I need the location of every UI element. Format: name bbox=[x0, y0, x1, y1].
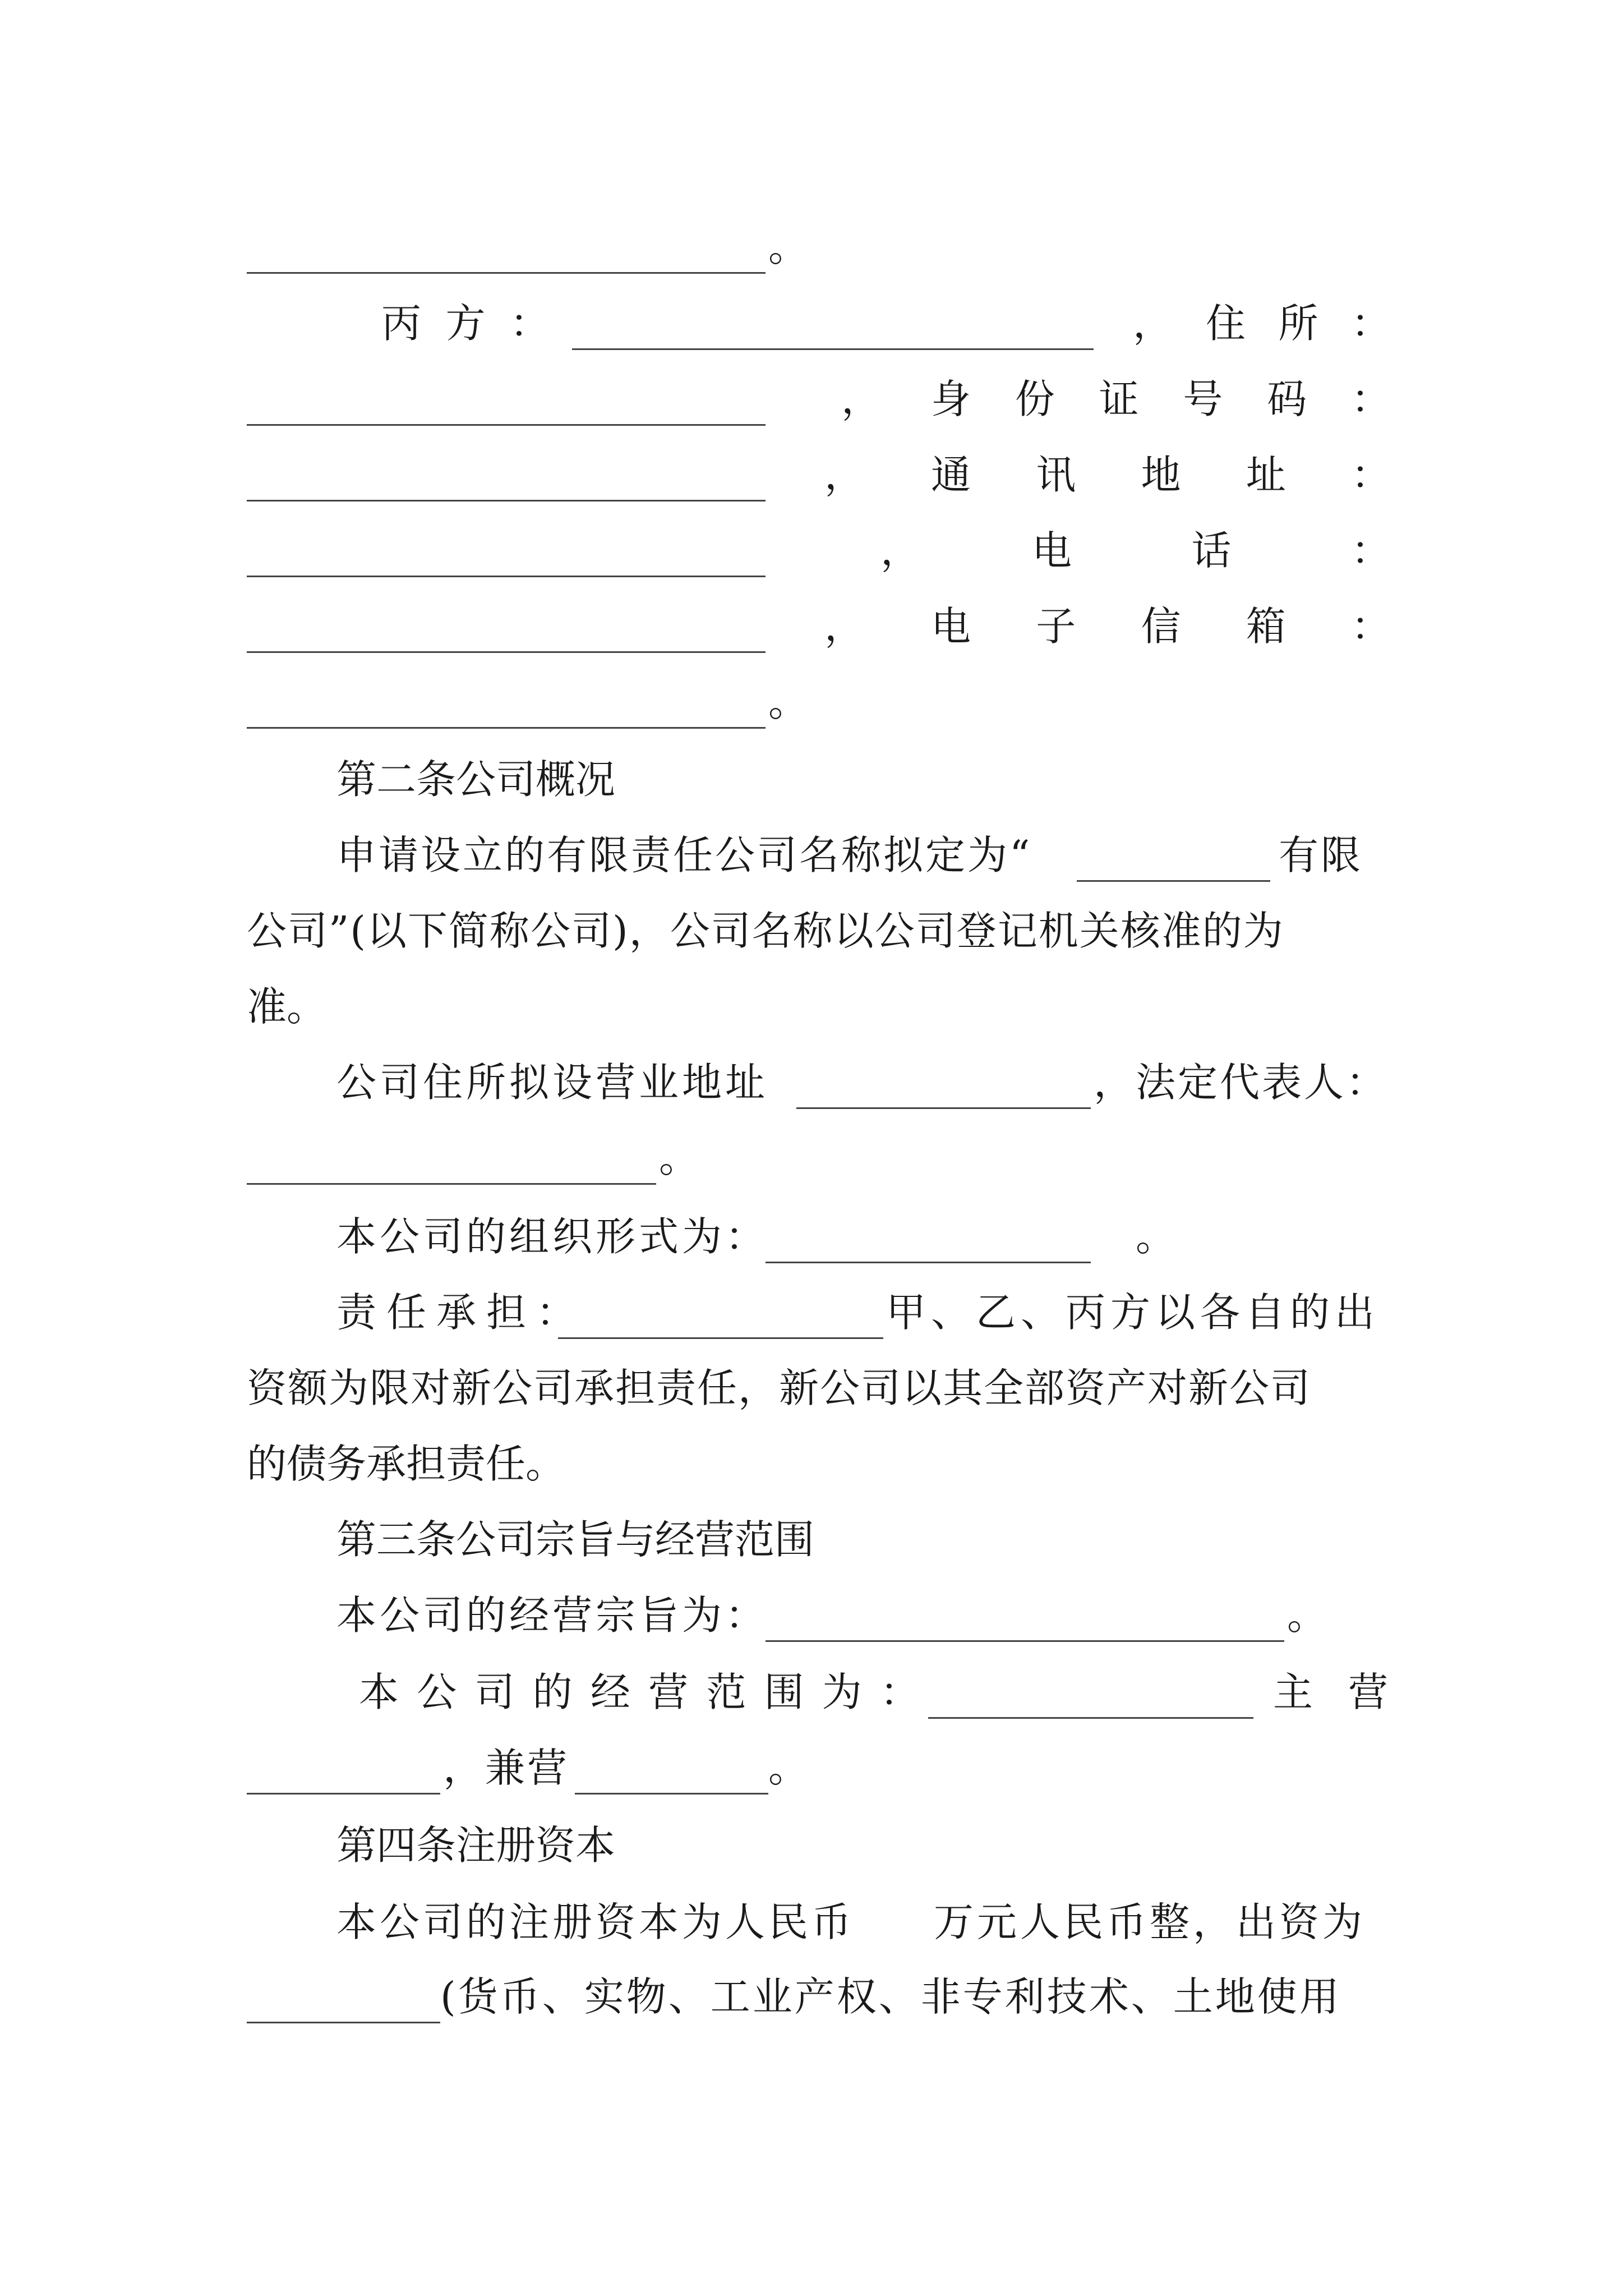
article-3-heading-line bbox=[247, 1509, 1391, 1571]
doc-line bbox=[247, 1206, 1391, 1268]
purpose-blank bbox=[766, 1585, 1284, 1646]
period-text: 。 bbox=[768, 679, 809, 725]
phone-label: 电 话 ： bbox=[1032, 527, 1391, 574]
legal-representative-label: ，法定代表人： bbox=[1094, 1059, 1389, 1106]
business-scope-text: 本 公 司 的 经 营 范 围 为 ： bbox=[359, 1669, 920, 1715]
contribution-types-text: (货币、实物、工业产权、非专利技术、土地使用 bbox=[440, 1973, 1341, 2020]
phone-blank bbox=[247, 596, 766, 657]
party-c-line bbox=[247, 293, 1391, 355]
purpose-text: 本公司的经营宗旨为： bbox=[336, 1592, 769, 1639]
article-4-heading: 第四条注册资本 bbox=[336, 1822, 616, 1869]
company-name-blank bbox=[1077, 825, 1270, 886]
doc-line bbox=[247, 1966, 1391, 2028]
article-3-heading: 第三条公司宗旨与经营范围 bbox=[336, 1516, 815, 1563]
party-c-label: 丙 方 ： bbox=[381, 300, 550, 347]
doc-line bbox=[247, 825, 1391, 886]
id-number-label: 身 份 证 号 码 ： bbox=[931, 376, 1391, 422]
doc-line bbox=[247, 900, 1391, 962]
company-name-text: 申请设立的有限责任公司名称拟定为“ bbox=[336, 832, 1032, 878]
doc-line bbox=[247, 1128, 1391, 1189]
company-name-suffix: 有限 bbox=[1279, 832, 1363, 878]
main-business-blank bbox=[247, 1737, 440, 1799]
email-line bbox=[247, 596, 1391, 657]
liability-text: 资额为限对新公司承担责任，新公司以其全部资产对新公司 bbox=[247, 1365, 1312, 1411]
email-blank bbox=[247, 671, 766, 733]
comma-text: ， bbox=[841, 376, 882, 422]
org-form-text: 本公司的组织形式为： bbox=[336, 1213, 769, 1260]
doc-line bbox=[247, 1892, 1391, 1953]
email-label: 电 子 信 箱 ： bbox=[931, 603, 1391, 650]
doc-line bbox=[247, 976, 1391, 1038]
party-c-name-blank bbox=[572, 293, 1094, 355]
registered-capital-text: 本公司的注册资本为人民币 bbox=[336, 1899, 855, 1945]
residence-blank bbox=[247, 369, 766, 430]
comma-text: ， bbox=[824, 452, 865, 498]
legal-representative-blank bbox=[247, 1128, 656, 1189]
side-business-blank bbox=[575, 1737, 768, 1799]
doc-line bbox=[247, 1358, 1391, 1419]
period-text: 。 bbox=[768, 1745, 809, 1791]
doc-line bbox=[247, 1585, 1391, 1646]
business-address-blank bbox=[796, 1052, 1091, 1114]
main-business-label: 主 营 bbox=[1273, 1669, 1388, 1715]
liability-label: 责任承担： bbox=[336, 1289, 587, 1336]
liability-text: 的债务承担责任。 bbox=[247, 1441, 566, 1487]
period-text: 。 bbox=[659, 1135, 699, 1181]
id-number-line bbox=[247, 369, 1391, 430]
article-2-heading: 第二条公司概况 bbox=[336, 756, 616, 803]
address-blank bbox=[247, 520, 766, 582]
doc-line bbox=[247, 1662, 1391, 1723]
address-label: 通 讯 地 址 ： bbox=[931, 452, 1391, 498]
article-2-heading-line bbox=[247, 749, 1391, 811]
fill-blank bbox=[247, 217, 766, 278]
org-form-blank bbox=[766, 1206, 1091, 1268]
doc-line bbox=[247, 671, 1391, 733]
doc-line bbox=[247, 1433, 1391, 1495]
phone-line bbox=[247, 520, 1391, 582]
residence-label: 住 所 ： bbox=[1206, 300, 1391, 347]
liability-blank bbox=[558, 1282, 883, 1343]
contribution-blank bbox=[247, 1966, 440, 2028]
comma-text: ， bbox=[1133, 300, 1173, 347]
period-text: 。 bbox=[1136, 1213, 1176, 1260]
comma-text: ， bbox=[880, 527, 921, 574]
period-text: 。 bbox=[1287, 1592, 1327, 1639]
doc-line bbox=[247, 1052, 1391, 1114]
business-address-text: 公司住所拟设营业地址 bbox=[336, 1059, 769, 1106]
doc-line bbox=[247, 1282, 1391, 1343]
address-line bbox=[247, 444, 1391, 506]
id-number-blank bbox=[247, 444, 766, 506]
liability-text: 甲、乙、丙方以各自的出 bbox=[886, 1289, 1380, 1336]
text-end: 准。 bbox=[247, 983, 327, 1030]
registered-capital-text: 万元人民币整，出资为 bbox=[934, 1899, 1366, 1945]
doc-line bbox=[247, 1737, 1391, 1799]
business-scope-blank bbox=[928, 1662, 1253, 1723]
side-business-label: ，兼营 bbox=[443, 1745, 570, 1791]
doc-line bbox=[247, 217, 1391, 278]
comma-text: ， bbox=[824, 603, 865, 650]
article-4-heading-line bbox=[247, 1815, 1391, 1876]
period-text: 。 bbox=[768, 224, 809, 270]
company-name-note: 公司”(以下简称公司)，公司名称以公司登记机关核准的为 bbox=[247, 908, 1284, 954]
